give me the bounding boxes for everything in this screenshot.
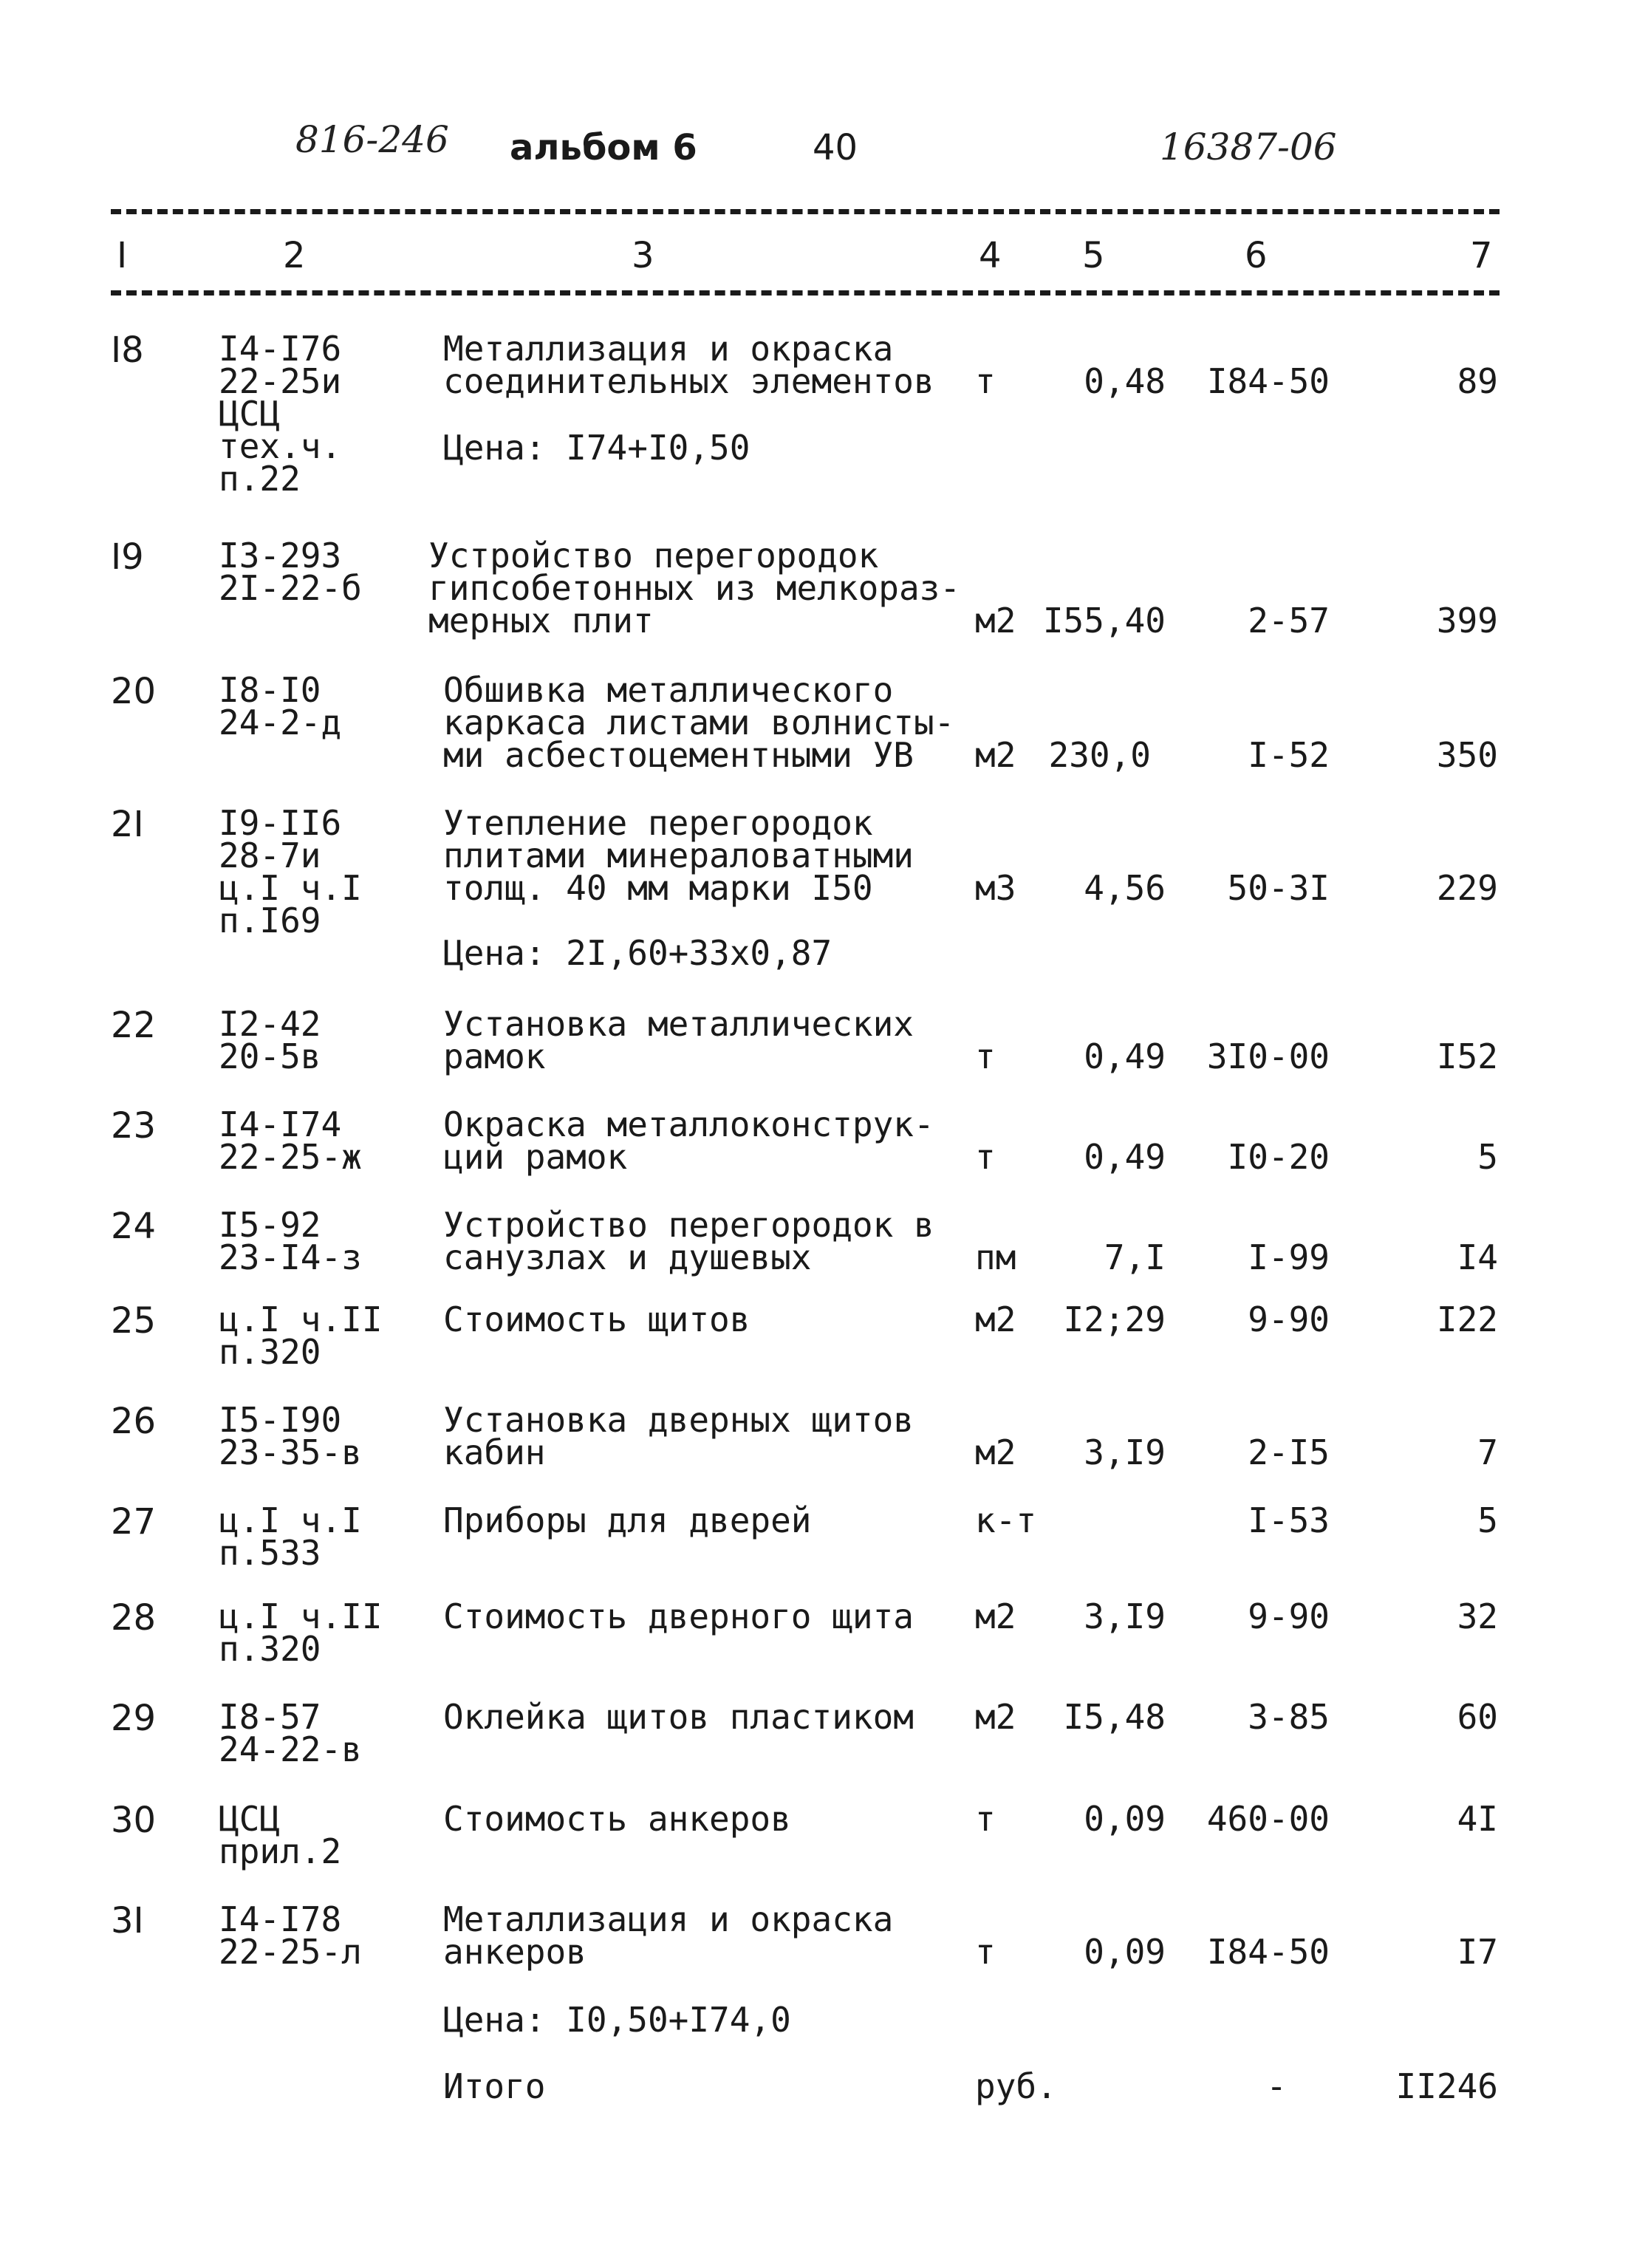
row-price: I84-50 [1206,1932,1330,1972]
row-unit: т [975,1799,996,1839]
row-number: 25 [111,1300,157,1342]
row-number: I8 [111,329,144,371]
row-quantity: 7,I [1104,1237,1166,1277]
row-number: 20 [111,671,157,712]
row-code: I4-I76 22-25и ЦСЦ тех.ч. п.22 [219,329,342,499]
row-cost: 229 [1436,868,1498,908]
row-quantity: 0,49 [1084,1137,1166,1177]
row-quantity: 0,09 [1084,1799,1166,1839]
row-number: 3I [111,1900,144,1941]
row-cost: I22 [1436,1299,1498,1339]
row-price: 50-3I [1227,868,1330,908]
row-description: Окраска металлоконструк- ций рамок [443,1104,934,1177]
row-number: I9 [111,536,144,578]
row-price: 9-90 [1248,1299,1330,1339]
row-cost: 4I [1457,1799,1498,1839]
row-code: I4-I78 22-25-л [219,1899,362,1972]
row-cost: I4 [1457,1237,1498,1277]
row-description: Обшивка металлического каркаса листами волнисты- ми асбестоцементными УВ [443,670,955,775]
row-cost: 89 [1457,361,1498,401]
row-code: I8-I0 24-2-д [219,670,342,742]
total-cost: II246 [1395,2066,1498,2106]
col-header-2: 2 [283,235,306,276]
row-number: 22 [111,1005,157,1046]
row-description: Устройство перегородок в санузлах и душевых [443,1205,934,1277]
row-unit: к-т [975,1500,1037,1540]
row-unit: м2 [975,1299,1016,1339]
row-cost: I52 [1436,1036,1498,1076]
row-unit: т [975,1036,996,1076]
total-unit: руб. [975,2066,1057,2106]
row-unit: т [975,361,996,401]
row-quantity: 0,09 [1084,1932,1166,1972]
row-quantity: I55,40 [1042,601,1166,641]
row-code: ц.I ч.II п.320 [219,1596,383,1669]
header-right-code: 16387-06 [1160,126,1337,168]
row-code: I2-42 20-5в [219,1004,321,1076]
col-header-5: 5 [1082,235,1105,276]
row-code: ц.I ч.II п.320 [219,1299,383,1372]
row-price: 2-I5 [1248,1432,1330,1472]
row-unit: м2 [975,1697,1016,1737]
row-number: 24 [111,1206,157,1247]
row-unit: т [975,1137,996,1177]
row-description: Установка дверных щитов кабин [443,1400,914,1472]
row-price: I-53 [1248,1500,1330,1540]
row-quantity: 0,49 [1084,1036,1166,1076]
row-description: Утепление перегородок плитами минераловатными толщ. 40 мм марки I50 [443,803,914,908]
row-price: 3I0-00 [1206,1036,1330,1076]
row-cost: 399 [1436,601,1498,641]
row-quantity: I5,48 [1063,1697,1166,1737]
row-number: 2I [111,804,144,845]
row-number: 30 [111,1800,157,1841]
row-price: 460-00 [1206,1799,1330,1839]
row-code: ЦСЦ прил.2 [219,1799,342,1871]
divider-top [111,209,1500,214]
total-quantity [1078,2066,1631,2106]
row-description: Стоимость щитов [443,1299,750,1339]
row-code: I5-92 23-I4-з [219,1205,362,1277]
row-quantity: 4,56 [1084,868,1166,908]
row-unit: м2 [975,1432,1016,1472]
row-cost: I7 [1457,1932,1498,1972]
row-description: Установка металлических рамок [443,1004,914,1076]
row-cost: 7 [1477,1432,1498,1472]
total-label: Итого [443,2066,546,2106]
row-code: I9-II6 28-7и ц.I ч.I п.I69 [219,803,362,940]
row-cost: 350 [1436,735,1498,775]
row-quantity [1082,1500,1631,1540]
row-cost: 5 [1477,1500,1498,1540]
col-header-3: 3 [632,235,654,276]
divider-header [111,290,1500,296]
row-unit: пм [975,1237,1016,1277]
row-price: 3-85 [1248,1697,1330,1737]
row-number: 29 [111,1698,157,1739]
row-description: Устройство перегородок гипсобетонных из мелкораз- мерных плит [428,536,961,641]
row-note: Цена: 2I,60+33х0,87 [443,933,832,973]
row-unit: т [975,1932,996,1972]
row-description: Стоимость анкеров [443,1799,791,1839]
row-quantity: 0,48 [1084,361,1166,401]
row-unit: м3 [975,868,1016,908]
row-number: 28 [111,1597,157,1639]
col-header-6: 6 [1245,235,1268,276]
row-cost: 32 [1457,1596,1498,1636]
row-quantity: I2;29 [1063,1299,1166,1339]
row-code: ц.I ч.I п.533 [219,1500,362,1573]
col-header-4: 4 [979,235,1002,276]
row-description: Металлизация и окраска анкеров [443,1899,894,1972]
row-description: Металлизация и окраска соединительных элементов [443,329,934,401]
row-quantity: 3,I9 [1084,1432,1166,1472]
col-header-1: I [117,235,128,276]
row-description: Оклейка щитов пластиком [443,1697,914,1737]
row-number: 26 [111,1401,157,1442]
row-code: I8-57 24-22-в [219,1697,362,1769]
row-price: I-52 [1248,735,1330,775]
row-quantity: 230,0 [1048,735,1151,775]
header-page-number: 40 [813,127,858,168]
row-description: Приборы для дверей [443,1500,812,1540]
row-note: Цена: I74+I0,50 [443,428,750,468]
row-price: I-99 [1248,1237,1330,1277]
header-left-code: 816-246 [295,118,449,161]
row-price: I84-50 [1206,361,1330,401]
row-code: I3-293 2I-22-б [219,536,362,608]
row-price: 2-57 [1248,601,1330,641]
row-price: I0-20 [1227,1137,1330,1177]
row-unit: м2 [975,735,1016,775]
row-code: I4-I74 22-25-ж [219,1104,362,1177]
row-price: 9-90 [1248,1596,1330,1636]
row-code: I5-I90 23-35-в [219,1400,362,1472]
header-album: альбом 6 [510,127,697,168]
row-note: Цена: I0,50+I74,0 [443,2000,791,2040]
row-unit: м2 [975,1596,1016,1636]
row-cost: 5 [1477,1137,1498,1177]
row-unit: м2 [975,601,1016,641]
total-price: - [1266,2066,1287,2106]
row-cost: 60 [1457,1697,1498,1737]
row-quantity: 3,I9 [1084,1596,1166,1636]
row-number: 27 [111,1501,157,1543]
col-header-7: 7 [1470,235,1493,276]
row-description: Стоимость дверного щита [443,1596,914,1636]
row-number: 23 [111,1105,157,1147]
